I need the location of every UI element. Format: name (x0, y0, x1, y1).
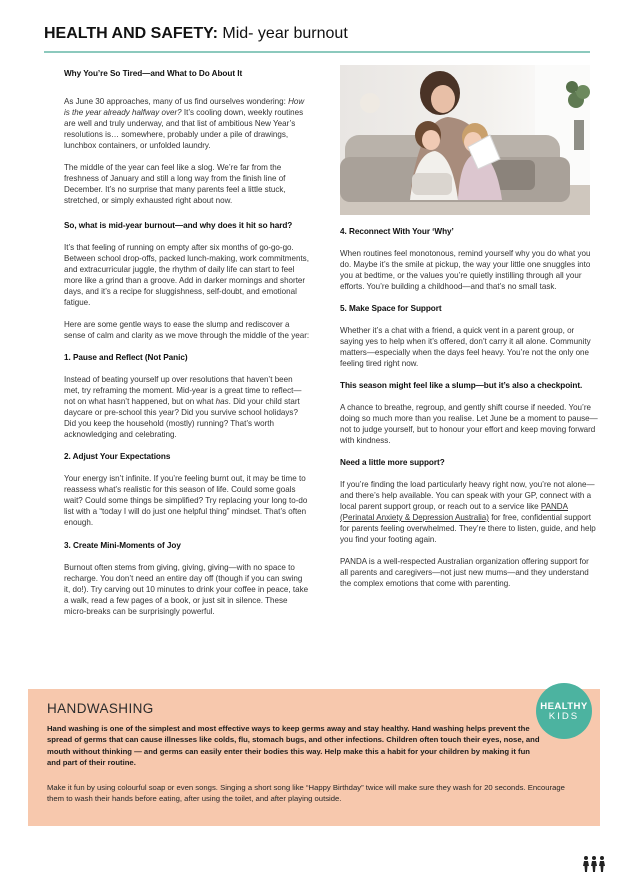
slog-paragraph: The middle of the year can feel like a slog. We’re far from the freshness of January and still a long way from the finish line of December. It’s no surprise that many parents feel a little stuck, stretched, or simply exhausted right about now. (64, 163, 286, 205)
handwashing-tips: Make it fun by using colourful soap or even songs. Singing a short song like “Happy Birthday” twice will make sure they wash for 20 seconds. Encourage them to wash their hands before eating, after using the toilet, and after playing outside. (47, 783, 565, 804)
page-title (44, 25, 348, 43)
burnout-question-heading: So, what is mid-year burnout—and why does it hit so hard? (64, 221, 293, 230)
page-title-rest: Mid- year burnout (217, 25, 348, 42)
tip-1-text-italic: has (215, 397, 229, 406)
intro-text-a: As June 30 approaches, many of us find ourselves wondering: (64, 97, 289, 106)
tip-1-heading: 1. Pause and Reflect (Not Panic) (64, 353, 188, 362)
tip-5-heading: 5. Make Space for Support (340, 304, 442, 313)
title-divider (44, 51, 590, 53)
badge-line-1: HEALTHY (540, 701, 588, 712)
support-text-a: If you’re finding the load particularly heavy right now, you’re not alone—and there’s help available. You can speak with your GP, connect with a local parent support group, or reach out to a service like (340, 480, 595, 511)
healthy-kids-badge (536, 683, 592, 739)
intro-text-c: It’s cooling down, weekly routines are well and truly underway, and that list of ambitious New Year’s resolutions is… somewhere, probably under a pile of drawings, lunchbox containers, or unfolded laundry. (64, 108, 304, 150)
children-icon (582, 855, 606, 873)
tip-5-paragraph: Whether it’s a chat with a friend, a quick vent in a parent group, or saying yes to help when it’s offered, don’t carry it all alone. Community matters—especially when the days feel heavy. You’re not the only one feeling tired right now. (340, 326, 591, 368)
checkpoint-paragraph: A chance to breathe, regroup, and gently shift course if needed. You’re doing so much more than you realise. Let June be a moment to pause—not to judge yourself, but to honour your effort and keep moving forward with kindness. (340, 403, 598, 445)
panda-link[interactable]: PANDA (Perinatal Anxiety & Depression Australia) (340, 502, 568, 522)
tip-3-heading: 3. Create Mini-Moments of Joy (64, 541, 181, 550)
article-left-column (64, 68, 310, 617)
tip-4-heading: 4. Reconnect With Your ‘Why’ (340, 227, 454, 236)
tip-1-text-a: Instead of beating yourself up over resolutions that haven’t been met, try reframing the moment. Mid-year is a great time to reflect—not on what hasn’t happened, but on what (64, 375, 302, 406)
article-heading: Why You’re So Tired—and What to Do About It (64, 69, 243, 78)
family-reading-photo (340, 65, 590, 215)
tip-2-heading: 2. Adjust Your Expectations (64, 452, 171, 461)
support-text-b: for free, confidential support for parents feeling overwhelmed. They’re there to listen, guide, and help you find your footing again. (340, 513, 596, 544)
intro-text-italic: How is the year already halfway over? (64, 97, 305, 117)
gentle-ways-paragraph: Here are some gentle ways to ease the slump and rediscover a sense of calm and clarity as we move through the middle of the year: (64, 320, 310, 340)
tip-3-paragraph: Burnout often stems from giving, giving, giving—with no space to recharge. You don’t need an entire day off (though if you can swing it, do!). Try carving out 10 minutes to drink your coffee in peace, take a walk, read a few pages of a book, or just sit in silence. These micro-breaks can be surprisingly powerful. (64, 563, 309, 616)
handwashing-intro: Hand washing is one of the simplest and most effective ways to keep germs away and stay healthy. Hand washing helps prevent the spread of germs that can cause illnesses like colds, flu, stomach bugs, and other infections. Children often touch their eyes, nose, and mouth without thinking — and germs can easily enter their bodies this way. Help make this a habit for your children by making it fun and part of their routine. (47, 724, 540, 767)
tip-1-text-c: . Did your child start daycare or pre-school this year? Did you survive school holidays? Did you keep the household (mostly) running? That’s worth acknowledging and celebrating. (64, 397, 300, 439)
checkpoint-heading: This season might feel like a slump—but it’s also a checkpoint. (340, 381, 583, 390)
badge-line-2: KIDS (548, 711, 580, 722)
support-heading: Need a little more support? (340, 458, 445, 467)
tip-2-paragraph: Your energy isn’t infinite. If you’re feeling burnt out, it may be time to reassess what’s realistic for this season of life. Could some goals wait? Could some things be simplified? Try replacing your long to-do list with a “today I will do just one helpful thing” mindset. That’s often enough. (64, 474, 308, 527)
page-title-bold: HEALTH AND SAFETY: (44, 25, 218, 42)
support-paragraph (340, 479, 598, 545)
handwashing-title: HANDWASHING (47, 701, 154, 716)
burnout-explainer-paragraph: It’s that feeling of running on empty after six months of go-go-go. Between school drop-offs, packed lunch-making, work commitments, and extracurricular juggle, the rhythm of daily life can start to feel more like a grind than a groove. Add in darker mornings and shorter days, and it’s a recipe for sluggishness, self-doubt, and emotional fatigue. (64, 243, 309, 307)
panda-paragraph: PANDA is a well-respected Australian organization offering support for all parents and caregivers—not just new mums—and they understand the complex emotions that come with parenting. (340, 557, 589, 588)
intro-paragraph (64, 96, 310, 151)
article-right-column (340, 226, 598, 589)
tip-1-paragraph (64, 374, 310, 440)
photo-illustration (340, 65, 590, 215)
tip-4-paragraph: When routines feel monotonous, remind yourself why you do what you do. Maybe it’s the smile at pickup, the way your little one snuggles into you at bedtime, or the values you’re quietly instilling through all your efforts. You’re building a childhood—and that’s no small task. (340, 249, 591, 291)
